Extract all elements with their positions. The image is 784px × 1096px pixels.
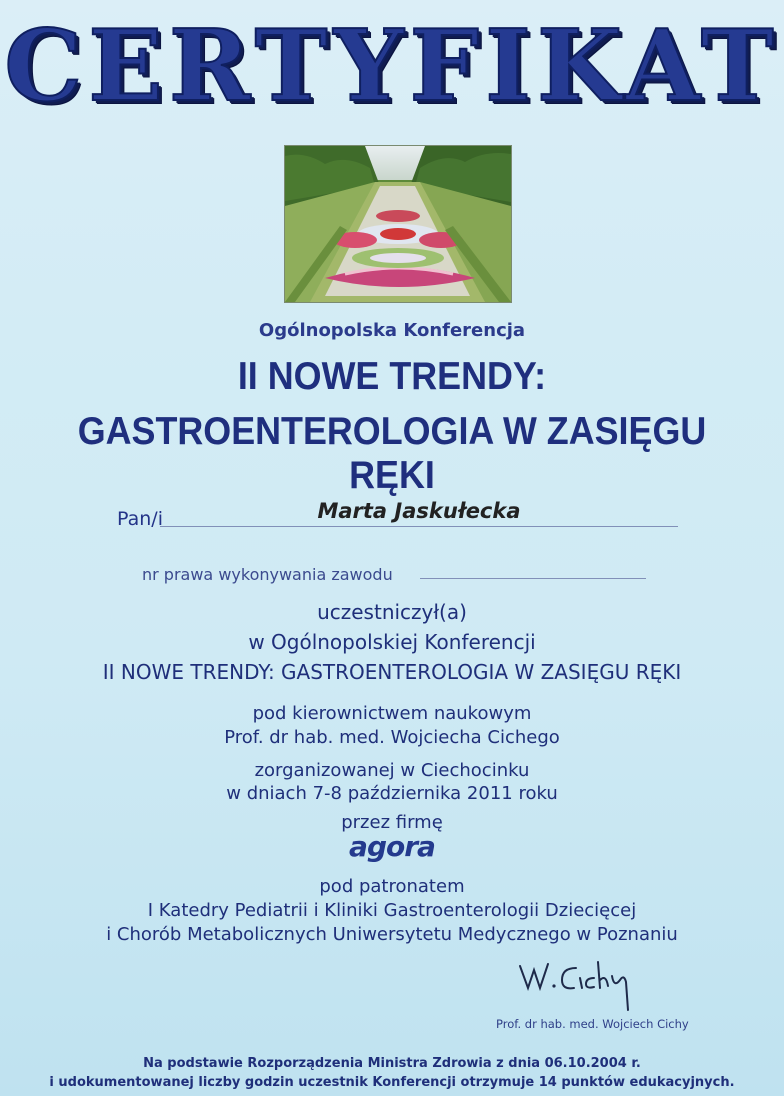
certificate-title: CERTYFIKAT [4,9,780,124]
location-line: zorganizowanej w Ciechocinku [254,760,530,781]
recipient-label: Pan/i [117,508,163,530]
park-photo [285,146,511,302]
footer-line2: i udokumentowanej liczby godzin uczestnik Konferencji otrzymuje 14 punktów edukacyjnych. [49,1075,735,1090]
conference-title-line1: II NOWE TRENDY: [237,355,547,398]
signature-caption: Prof. dr hab. med. Wojciech Cichy [496,1017,689,1031]
recipient-name: Marta Jaskułecka [317,499,521,523]
conference-reference: w Ogólnopolskiej Konferencji [248,630,536,654]
signature [512,952,642,1016]
conference-title-line2: GASTROENTEROLOGIA W ZASIĘGU RĘKI [77,410,707,497]
company-label: przez firmę [341,812,443,833]
recipient-line [160,526,678,527]
patronage-line1: I Katedry Pediatrii i Kliniki Gastroenterologii Dziecięcej [147,900,637,921]
patronage-line2: i Chorób Metabolicznych Uniwersytetu Medycznego w Poznaniu [106,924,678,945]
conference-reference-title: II NOWE TRENDY: GASTROENTEROLOGIA W ZASIĘGU RĘKI [102,660,682,684]
date-line: w dniach 7-8 października 2011 roku [226,783,558,804]
license-label: nr prawa wykonywania zawodu [142,565,393,584]
patronage-label: pod patronatem [319,876,465,897]
agora-logo: agora [349,830,435,863]
footer-line1: Na podstawie Rozporządzenia Ministra Zdrowia z dnia 06.10.2004 r. [143,1056,641,1071]
license-line [420,578,646,579]
scientific-director: Prof. dr hab. med. Wojciecha Cichego [224,727,560,748]
conference-subtitle: Ogólnopolska Konferencja [258,320,526,341]
participated-line: uczestniczył(a) [317,600,467,624]
scientific-direction-label: pod kierownictwem naukowym [252,703,532,724]
